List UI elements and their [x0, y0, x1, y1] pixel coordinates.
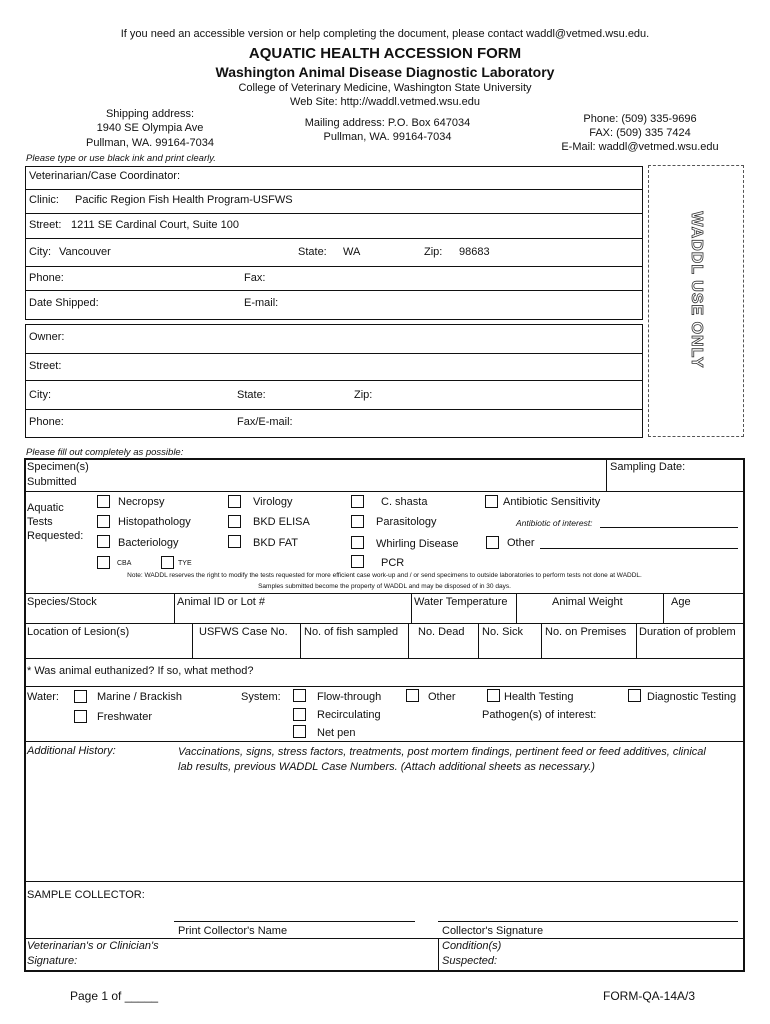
net-pen-label: Net pen — [317, 727, 356, 739]
fax-number: FAX: (509) 335 7424 — [589, 127, 691, 139]
animal-weight-label: Animal Weight — [552, 596, 623, 608]
zip-label: Zip: — [424, 246, 443, 258]
c-shasta-checkbox[interactable] — [351, 495, 364, 508]
fill-note: Please fill out completely as possible: — [26, 447, 184, 458]
necropsy-checkbox[interactable] — [97, 495, 110, 508]
system-label: System: — [241, 691, 281, 703]
signature-label: Collector's Signature — [442, 925, 544, 937]
species-stock-label: Species/Stock — [27, 596, 97, 608]
flow-through-label: Flow-through — [317, 691, 382, 703]
usfws-case-label: USFWS Case No. — [199, 626, 288, 638]
fish-sampled-label: No. of fish sampled — [304, 626, 399, 638]
coordinator-label: Veterinarian/Case Coordinator: — [29, 170, 181, 182]
conditions-label-2: Suspected: — [442, 955, 498, 967]
flow-through-checkbox[interactable] — [293, 689, 306, 702]
form-title: AQUATIC HEALTH ACCESSION FORM — [248, 45, 522, 62]
tye-checkbox[interactable] — [161, 556, 174, 569]
marine-checkbox[interactable] — [74, 690, 87, 703]
duration-label: Duration of problem — [639, 626, 736, 638]
marine-label: Marine / Brackish — [97, 691, 182, 703]
shipping-address-street: 1940 SE Olympia Ave — [96, 122, 204, 134]
website: Web Site: http://waddl.vetmed.wsu.edu — [290, 96, 480, 108]
collector-signature-field[interactable] — [438, 921, 738, 922]
city-field[interactable]: Vancouver — [59, 246, 111, 258]
no-dead-label: No. Dead — [418, 626, 465, 638]
antibiotic-sensitivity-checkbox[interactable] — [485, 495, 498, 508]
no-premises-label: No. on Premises — [545, 626, 627, 638]
cba-checkbox[interactable] — [97, 556, 110, 569]
street-label: Street: — [29, 219, 62, 231]
clinic-field[interactable]: Pacific Region Fish Health Program-USFWS — [75, 194, 293, 206]
tests-label: Tests — [27, 516, 53, 528]
bkd-elisa-label: BKD ELISA — [253, 516, 310, 528]
owner-faxemail-label: Fax/E-mail: — [237, 416, 293, 428]
antibiotic-interest-field[interactable] — [600, 527, 738, 528]
requested-label: Requested: — [27, 530, 84, 542]
recirculating-label: Recirculating — [317, 709, 381, 721]
collector-name-field[interactable] — [174, 921, 415, 922]
mailing-address: Mailing address: P.O. Box 647034 — [304, 117, 471, 129]
specimens-label-2: Submitted — [27, 476, 77, 488]
other-system-checkbox[interactable] — [406, 689, 419, 702]
owner-city-label: City: — [29, 389, 51, 401]
owner-section — [25, 324, 643, 438]
cba-label: CBA — [117, 560, 132, 567]
shipping-address-label: Shipping address: — [105, 108, 195, 120]
water-label: Water: — [27, 691, 59, 703]
freshwater-checkbox[interactable] — [74, 710, 87, 723]
note-line-2: Samples submitted become the property of WADDL and may be disposed of in 30 days. — [258, 583, 511, 590]
shipping-address-city: Pullman, WA. 99164-7034 — [86, 137, 214, 149]
health-testing-checkbox[interactable] — [487, 689, 500, 702]
aquatic-label: Aquatic — [27, 502, 64, 514]
virology-checkbox[interactable] — [228, 495, 241, 508]
date-shipped-label: Date Shipped: — [29, 297, 99, 309]
sample-collector-label: SAMPLE COLLECTOR: — [27, 889, 145, 901]
print-note: Please type or use black ink and print clearly. — [26, 153, 216, 164]
diagnostic-testing-label: Diagnostic Testing — [647, 691, 737, 703]
vet-signature-label-1: Veterinarian's or Clinician's — [27, 940, 159, 952]
bkd-fat-label: BKD FAT — [253, 537, 299, 549]
whirling-disease-label: Whirling Disease — [376, 538, 459, 550]
pcr-checkbox[interactable] — [351, 555, 364, 568]
college-name: College of Veterinary Medicine, Washington State University — [238, 82, 532, 94]
form-id: FORM-QA-14A/3 — [603, 989, 696, 1003]
waddl-use-only-label: WADDL USE ONLY — [688, 211, 705, 369]
email-label: E-mail: — [244, 297, 279, 309]
fax-label: Fax: — [244, 272, 266, 284]
owner-state-label: State: — [237, 389, 266, 401]
note-line-1: Note: WADDL reserves the right to modify the tests requested for more efficient case work-up and / or send specimens to outside laboratories to perform tests not done at WADDL. — [127, 572, 642, 579]
necropsy-label: Necropsy — [118, 496, 165, 508]
diagnostic-testing-checkbox[interactable] — [628, 689, 641, 702]
additional-history-label: Additional History: — [27, 745, 116, 757]
pathogen-label: Pathogen(s) of interest: — [482, 709, 597, 721]
bacteriology-checkbox[interactable] — [97, 535, 110, 548]
tye-label: TYE — [178, 560, 192, 567]
specimens-label-1: Specimen(s) — [27, 461, 89, 473]
histopathology-label: Histopathology — [118, 516, 191, 528]
whirling-disease-checkbox[interactable] — [351, 536, 364, 549]
additional-history-text-2: lab results, previous WADDL Case Numbers. (Attach additional sheets as necessary.) — [178, 761, 595, 773]
clinic-label: Clinic: — [29, 194, 59, 206]
vet-signature-label-2: Signature: — [27, 955, 78, 967]
freshwater-label: Freshwater — [97, 711, 153, 723]
zip-field[interactable]: 98683 — [459, 246, 490, 258]
euthanized-label: * Was animal euthanized? If so, what method? — [27, 665, 254, 677]
conditions-label-1: Condition(s) — [442, 940, 502, 952]
net-pen-checkbox[interactable] — [293, 725, 306, 738]
antibiotic-sensitivity-label: Antibiotic Sensitivity — [503, 496, 601, 508]
phone-label: Phone: — [29, 272, 64, 284]
street-field[interactable]: 1211 SE Cardinal Court, Suite 100 — [71, 219, 239, 231]
virology-label: Virology — [253, 496, 293, 508]
histopathology-checkbox[interactable] — [97, 515, 110, 528]
bkd-fat-checkbox[interactable] — [228, 535, 241, 548]
state-field[interactable]: WA — [343, 246, 361, 258]
c-shasta-label: C. shasta — [381, 496, 428, 508]
owner-street-label: Street: — [29, 360, 62, 372]
antibiotic-interest-label: Antibiotic of interest: — [516, 518, 593, 528]
email-address: E-Mail: waddl@vetmed.wsu.edu — [561, 141, 719, 153]
sampling-date-label: Sampling Date: — [610, 461, 686, 473]
owner-zip-label: Zip: — [354, 389, 373, 401]
pcr-label: PCR — [381, 557, 405, 569]
other-test-label: Other — [507, 537, 535, 549]
health-testing-label: Health Testing — [504, 691, 574, 703]
print-name-label: Print Collector's Name — [178, 925, 288, 937]
bacteriology-label: Bacteriology — [118, 537, 179, 549]
additional-history-text-1: Vaccinations, signs, stress factors, treatments, post mortem findings, pertinent feed or feed additives, clinical — [178, 746, 706, 758]
contact-note: If you need an accessible version or help completing the document, please contact waddl@vetmed.wsu.edu. — [120, 28, 650, 40]
state-label: State: — [298, 246, 327, 258]
mailing-address-city: Pullman, WA. 99164-7034 — [323, 131, 452, 143]
other-system-label: Other — [428, 691, 456, 703]
lab-name: Washington Animal Disease Diagnostic Laboratory — [215, 64, 555, 80]
other-test-field[interactable] — [540, 548, 738, 549]
parasitology-checkbox[interactable] — [351, 515, 364, 528]
bkd-elisa-checkbox[interactable] — [228, 515, 241, 528]
owner-phone-label: Phone: — [29, 416, 64, 428]
water-temperature-label: Water Temperature — [414, 596, 508, 608]
city-label: City: — [29, 246, 51, 258]
owner-label: Owner: — [29, 331, 65, 343]
animal-id-label: Animal ID or Lot # — [177, 596, 266, 608]
age-label: Age — [671, 596, 691, 608]
other-test-checkbox[interactable] — [486, 536, 499, 549]
page-number: Page 1 of _____ — [70, 989, 159, 1003]
phone-number: Phone: (509) 335-9696 — [583, 113, 697, 125]
parasitology-label: Parasitology — [376, 516, 437, 528]
recirculating-checkbox[interactable] — [293, 708, 306, 721]
lesion-location-label: Location of Lesion(s) — [27, 626, 130, 638]
no-sick-label: No. Sick — [482, 626, 523, 638]
